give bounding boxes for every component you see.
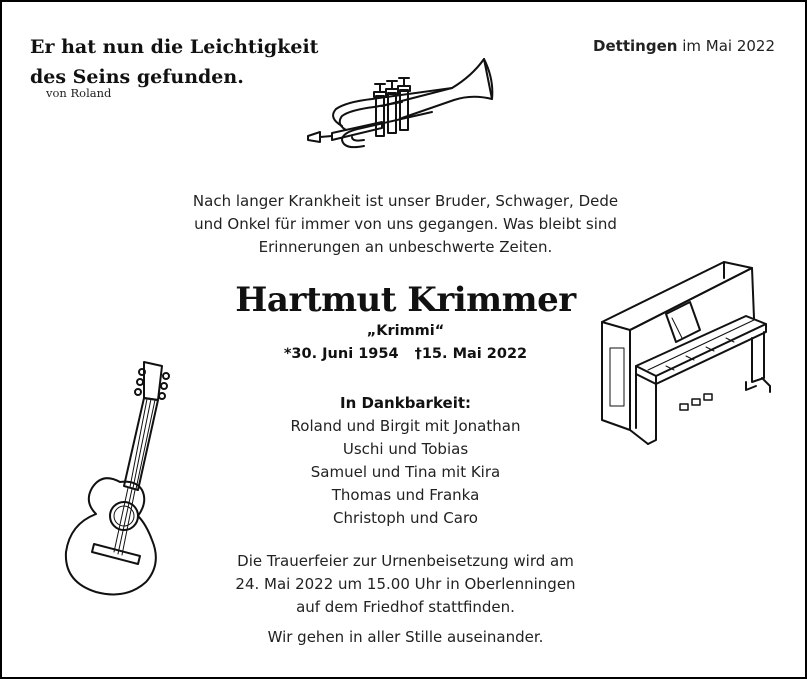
thanks-name: Samuel und Tina mit Kira xyxy=(310,463,501,481)
service-line-1: Die Trauerfeier zur Urnenbeisetzung wird am xyxy=(237,552,574,570)
motto-line-1: Er hat nun die Leichtigkeit xyxy=(30,36,319,58)
death-date: †15. Mai 2022 xyxy=(414,346,528,362)
thanks-name: Christoph und Caro xyxy=(333,509,478,527)
thanks-name: Thomas und Franka xyxy=(331,486,480,504)
date: im Mai 2022 xyxy=(682,37,775,55)
birth-date: *30. Juni 1954 xyxy=(283,346,399,362)
service-line-2: 24. Mai 2022 um 15.00 Uhr in Oberlenningen xyxy=(235,575,576,593)
motto-author: von Roland xyxy=(46,86,112,100)
intro-text xyxy=(2,190,807,259)
closing-text: Wir gehen in aller Stille auseinander. xyxy=(267,628,544,646)
piano-icon xyxy=(596,258,782,450)
intro-line-3: Erinnerungen an unbeschwerte Zeiten. xyxy=(258,238,553,256)
motto xyxy=(30,32,318,92)
thanks-name: Uschi und Tobias xyxy=(342,440,469,458)
trumpet-icon xyxy=(302,54,498,154)
thanks-name: Roland und Birgit mit Jonathan xyxy=(290,417,521,435)
place-date xyxy=(593,37,775,55)
place: Dettingen xyxy=(593,37,678,55)
deceased-name: Hartmut Krimmer xyxy=(235,280,576,320)
intro-line-2: und Onkel für immer von uns gegangen. Was bleibt sind xyxy=(194,215,617,233)
guitar-icon xyxy=(58,356,178,602)
thanks-heading: In Dankbarkeit: xyxy=(339,394,472,412)
intro-line-1: Nach langer Krankheit ist unser Bruder, Schwager, Dede xyxy=(192,192,619,210)
service-line-3: auf dem Friedhof stattfinden. xyxy=(296,598,515,616)
motto-line-2: des Seins gefunden. xyxy=(30,66,244,88)
deceased-nickname: „Krimmi“ xyxy=(366,323,445,339)
